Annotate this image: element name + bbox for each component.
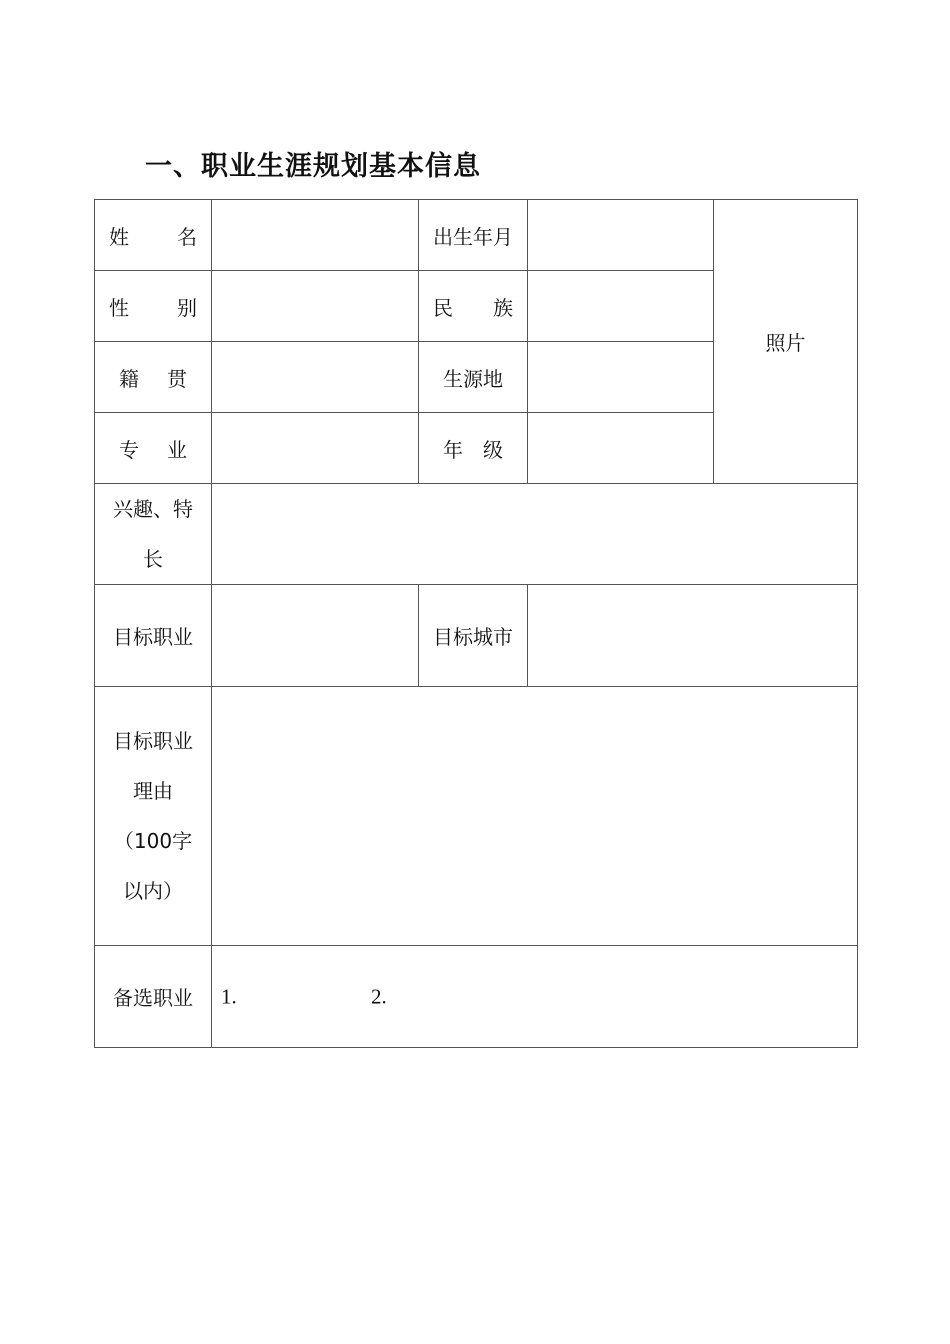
form-row-reason <box>95 687 858 946</box>
form-row-target <box>95 585 858 687</box>
major-label-cell <box>95 413 212 484</box>
reason-label-line4: 以内） <box>123 879 183 903</box>
target-job-field[interactable] <box>212 585 419 687</box>
origin-field[interactable] <box>528 342 714 413</box>
major-field[interactable] <box>212 413 419 484</box>
reason-field[interactable] <box>212 687 858 946</box>
name-label-cell <box>95 200 212 271</box>
major-label-char1: 专 <box>119 437 139 462</box>
ethnicity-field[interactable] <box>528 271 714 342</box>
native-place-label-cell <box>95 342 212 413</box>
form-row-alternatives <box>95 946 858 1048</box>
photo-label: 照片 <box>765 331 806 355</box>
target-city-label: 目标城市 <box>419 585 528 687</box>
basic-info-form <box>94 199 858 1048</box>
native-place-label-char2: 贯 <box>167 366 187 391</box>
gender-label-char1: 性 <box>109 295 129 320</box>
alternative-item-1: 1. <box>221 984 237 1008</box>
reason-label-cell <box>95 687 212 946</box>
interests-label-cell <box>95 484 212 585</box>
photo-cell[interactable] <box>714 200 858 484</box>
target-city-field[interactable] <box>528 585 858 687</box>
reason-label-line1: 目标职业 <box>113 729 193 753</box>
native-place-field[interactable] <box>212 342 419 413</box>
ethnicity-label-cell <box>419 271 528 342</box>
grade-label-cell <box>419 413 528 484</box>
origin-label: 生源地 <box>419 342 528 413</box>
alternatives-field[interactable] <box>212 946 858 1048</box>
major-label-char2: 业 <box>167 437 187 462</box>
gender-label-char2: 别 <box>177 295 197 320</box>
gender-label-cell <box>95 271 212 342</box>
native-place-label-char1: 籍 <box>119 366 139 391</box>
name-label-char2: 名 <box>177 224 197 249</box>
alternatives-label: 备选职业 <box>95 946 212 1048</box>
reason-label-line3: （100字 <box>113 829 193 853</box>
interests-label-line2: 长 <box>143 547 163 571</box>
alternative-item-2: 2. <box>371 984 387 1008</box>
gender-field[interactable] <box>212 271 419 342</box>
page-title: 一、职业生涯规划基本信息 <box>145 151 481 182</box>
form-row-interests <box>95 484 858 585</box>
ethnicity-label-char1: 民 <box>433 295 453 320</box>
grade-label-char2: 级 <box>483 437 503 462</box>
name-label-char1: 姓 <box>109 224 129 249</box>
form-row-name <box>95 200 858 271</box>
grade-field[interactable] <box>528 413 714 484</box>
grade-label-char1: 年 <box>443 437 463 462</box>
birth-label: 出生年月 <box>419 200 528 271</box>
reason-label-line2: 理由 <box>133 779 173 803</box>
ethnicity-label-char2: 族 <box>493 295 513 320</box>
birth-field[interactable] <box>528 200 714 271</box>
target-job-label: 目标职业 <box>95 585 212 687</box>
interests-field[interactable] <box>212 484 858 585</box>
interests-label-line1: 兴趣、特 <box>113 497 193 521</box>
name-field[interactable] <box>212 200 419 271</box>
